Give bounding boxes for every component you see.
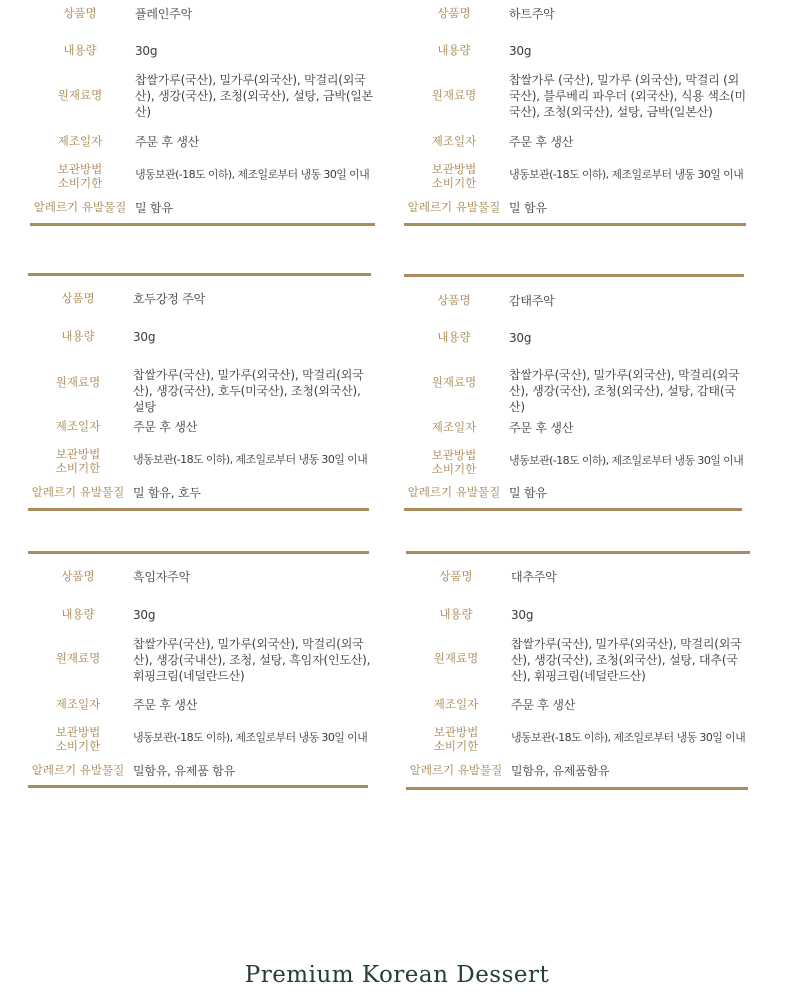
value-volume: 30g [133, 330, 156, 344]
value-storage: 냉동보관(-18도 이하), 제조일로부터 냉동 30일 이내 [509, 168, 744, 181]
card-bottom-divider [28, 785, 368, 788]
value-storage: 냉동보관(-18도 이하), 제조일로부터 냉동 30일 이내 [133, 453, 368, 466]
value-allergy: 밀함유, 유제품 함유 [133, 764, 235, 778]
label-storage: 보관방법 소비기한 [433, 725, 479, 753]
value-ingredients: 찹쌀가루(국산), 밀가루(외국산), 막걸리(외국산), 생강(국산), 호두(미국산), 조청(외국산), 설탕 [133, 368, 364, 414]
label-allergy: 알레르기 유발물질 [407, 200, 501, 214]
value-allergy: 밀 함유, 호두 [133, 486, 201, 500]
label-ingredients: 원재료명 [431, 88, 477, 102]
label-ingredients: 원재료명 [57, 88, 103, 102]
label-storage: 보관방법 소비기한 [431, 448, 477, 476]
value-allergy: 밀 함유 [135, 201, 173, 215]
label-allergy: 알레르기 유발물질 [33, 200, 127, 214]
value-storage: 냉동보관(-18도 이하), 제조일로부터 냉동 30일 이내 [511, 731, 746, 744]
label-product-name: 상품명 [439, 569, 473, 583]
label-allergy: 알레르기 유발물질 [31, 485, 125, 499]
card-bottom-divider [406, 787, 748, 790]
label-date: 제조일자 [55, 697, 101, 711]
value-product-name: 하트주악 [509, 7, 555, 21]
label-storage: 보관방법 소비기한 [55, 725, 101, 753]
label-storage: 보관방법 소비기한 [55, 447, 101, 475]
card-bottom-divider [404, 508, 742, 511]
value-storage: 냉동보관(-18도 이하), 제조일로부터 냉동 30일 이내 [135, 168, 370, 181]
label-date: 제조일자 [431, 134, 477, 148]
label-volume: 내용량 [61, 607, 95, 621]
label-product-name: 상품명 [61, 569, 95, 583]
value-allergy: 밀 함유 [509, 201, 547, 215]
value-ingredients: 찹쌀가루(국산), 밀가루(외국산), 막걸리(외국산), 생강(국내산), 조청, 설탕, 흑임자(인도산),휘핑크림(네덜란드산) [133, 637, 371, 683]
card-top-divider [28, 551, 369, 554]
label-storage: 보관방법 소비기한 [57, 162, 103, 190]
value-ingredients: 찹쌀가루(국산), 밀가루(외국산), 막걸리(외국산), 생강(국산), 조청(외국산), 설탕, 대추(국산), 휘핑크림(네덜란드산) [511, 637, 742, 683]
label-product-name: 상품명 [61, 291, 95, 305]
label-date: 제조일자 [431, 420, 477, 434]
value-date: 주문 후 생산 [509, 135, 574, 149]
value-date: 주문 후 생산 [133, 698, 198, 712]
card-top-divider [28, 273, 371, 276]
label-allergy: 알레르기 유발물질 [31, 763, 125, 777]
card-bottom-divider [404, 223, 746, 226]
value-product-name: 호두강정 주악 [133, 292, 205, 306]
value-volume: 30g [509, 44, 532, 58]
footer-brand-title: Premium Korean Dessert [244, 962, 550, 988]
card-top-divider [404, 274, 744, 277]
label-product-name: 상품명 [63, 6, 97, 20]
card-bottom-divider [30, 223, 375, 226]
value-volume: 30g [509, 331, 532, 345]
label-ingredients: 원재료명 [431, 375, 477, 389]
value-product-name: 대추주악 [511, 570, 557, 584]
label-ingredients: 원재료명 [433, 651, 479, 665]
label-volume: 내용량 [63, 43, 97, 57]
value-volume: 30g [133, 608, 156, 622]
value-product-name: 흑임자주악 [133, 570, 190, 584]
value-allergy: 밀함유, 유제품함유 [511, 764, 610, 778]
value-date: 주문 후 생산 [135, 135, 200, 149]
label-volume: 내용량 [437, 330, 471, 344]
card-bottom-divider [28, 508, 369, 511]
label-product-name: 상품명 [437, 293, 471, 307]
value-product-name: 플레인주악 [135, 7, 192, 21]
value-ingredients: 찹쌀가루(국산), 밀가루(외국산), 막걸리(외국산), 생강(국산), 조청(외국산), 설탕, 감태(국산) [509, 368, 740, 414]
label-date: 제조일자 [433, 697, 479, 711]
value-date: 주문 후 생산 [133, 420, 198, 434]
value-allergy: 밀 함유 [509, 486, 547, 500]
label-ingredients: 원재료명 [55, 651, 101, 665]
label-ingredients: 원재료명 [55, 375, 101, 389]
label-date: 제조일자 [57, 134, 103, 148]
label-product-name: 상품명 [437, 6, 471, 20]
value-volume: 30g [135, 44, 158, 58]
value-storage: 냉동보관(-18도 이하), 제조일로부터 냉동 30일 이내 [509, 454, 744, 467]
value-volume: 30g [511, 608, 534, 622]
label-allergy: 알레르기 유발물질 [409, 763, 503, 777]
value-product-name: 감태주악 [509, 294, 555, 308]
value-ingredients: 찹쌀가루 (국산), 밀가루 (외국산), 막걸리 (외국산), 블루베리 파우더 (외국산), 식용 색소(미국산), 조청(외국산), 설탕, 금박(일본산) [509, 73, 746, 119]
label-volume: 내용량 [439, 607, 473, 621]
value-storage: 냉동보관(-18도 이하), 제조일로부터 냉동 30일 이내 [133, 731, 368, 744]
value-date: 주문 후 생산 [511, 698, 576, 712]
value-date: 주문 후 생산 [509, 421, 574, 435]
label-date: 제조일자 [55, 419, 101, 433]
label-storage: 보관방법 소비기한 [431, 162, 477, 190]
value-ingredients: 찹쌀가루(국산), 밀가루(외국산), 막걸리(외국산), 생강(국산), 조청(외국산), 설탕, 금박(일본산) [135, 73, 374, 119]
label-volume: 내용량 [61, 329, 95, 343]
card-top-divider [406, 551, 750, 554]
label-volume: 내용량 [437, 43, 471, 57]
label-allergy: 알레르기 유발물질 [407, 485, 501, 499]
